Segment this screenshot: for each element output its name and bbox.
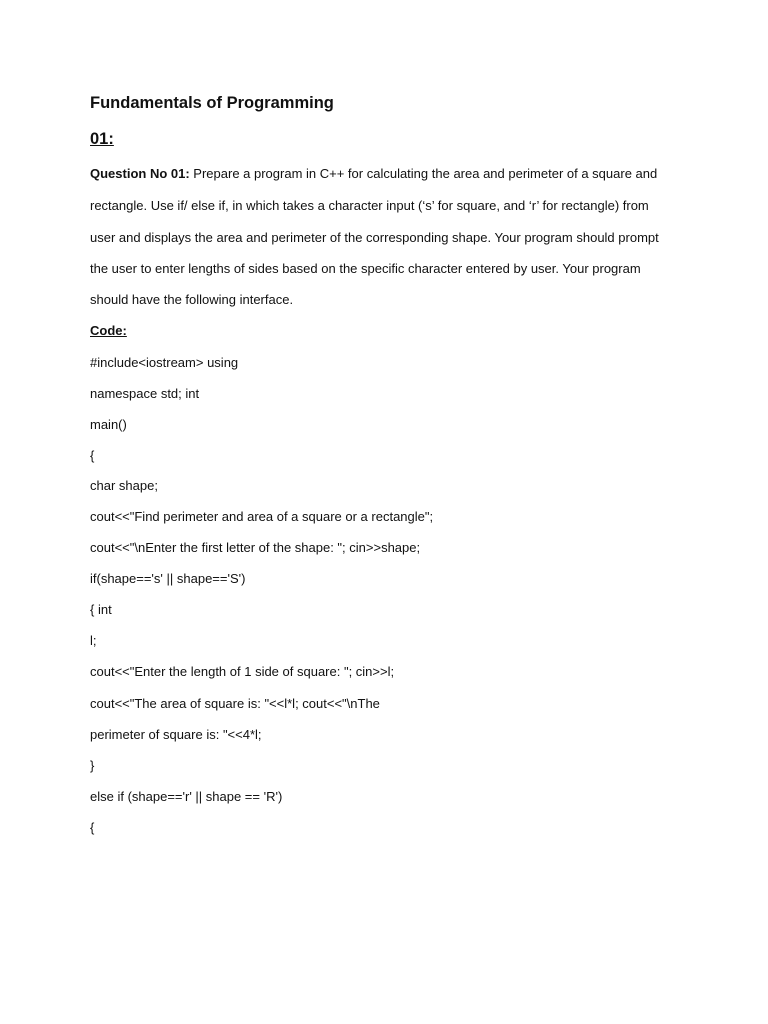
code-line: #include<iostream> using	[90, 355, 239, 370]
code-line: char shape;	[90, 478, 158, 493]
question-line-5: should have the following interface.	[90, 292, 294, 307]
code-line: if(shape=='s' || shape=='S')	[90, 571, 246, 586]
code-line: else if (shape=='r' || shape == 'R')	[90, 789, 283, 804]
question-line-2: rectangle. Use if/ else if, in which takes a character input (‘s’ for square, and ‘r’ for rectangle) from	[90, 198, 649, 213]
code-line: cout<<"Find perimeter and area of a square or a rectangle";	[90, 509, 434, 524]
question-label: Question No 01:	[90, 166, 190, 181]
code-line: {	[90, 820, 95, 835]
question-line-1	[90, 166, 657, 182]
question-line-4: the user to enter lengths of sides based on the specific character entered by user. Your program	[90, 261, 641, 276]
code-line: }	[90, 758, 95, 773]
code-label: Code:	[90, 323, 127, 338]
code-line: {	[90, 448, 95, 463]
code-line: cout<<"\nEnter the first letter of the shape: "; cin>>shape;	[90, 540, 421, 555]
code-line: namespace std; int	[90, 386, 200, 401]
document-title: Fundamentals of Programming	[90, 94, 334, 112]
question-text: Prepare a program in C++ for calculating the area and perimeter of a square and	[189, 166, 658, 181]
section-number: 01:	[90, 130, 114, 148]
code-line: cout<<"Enter the length of 1 side of square: "; cin>>l;	[90, 664, 395, 679]
code-line: { int	[90, 602, 112, 617]
question-line-3: user and displays the area and perimeter of the corresponding shape. Your program should prompt	[90, 230, 659, 245]
code-line: l;	[90, 633, 97, 648]
code-line: main()	[90, 417, 127, 432]
code-line: cout<<"The area of square is: "<<l*l; cout<<"\nThe	[90, 696, 380, 711]
code-line: perimeter of square is: "<<4*l;	[90, 727, 262, 742]
